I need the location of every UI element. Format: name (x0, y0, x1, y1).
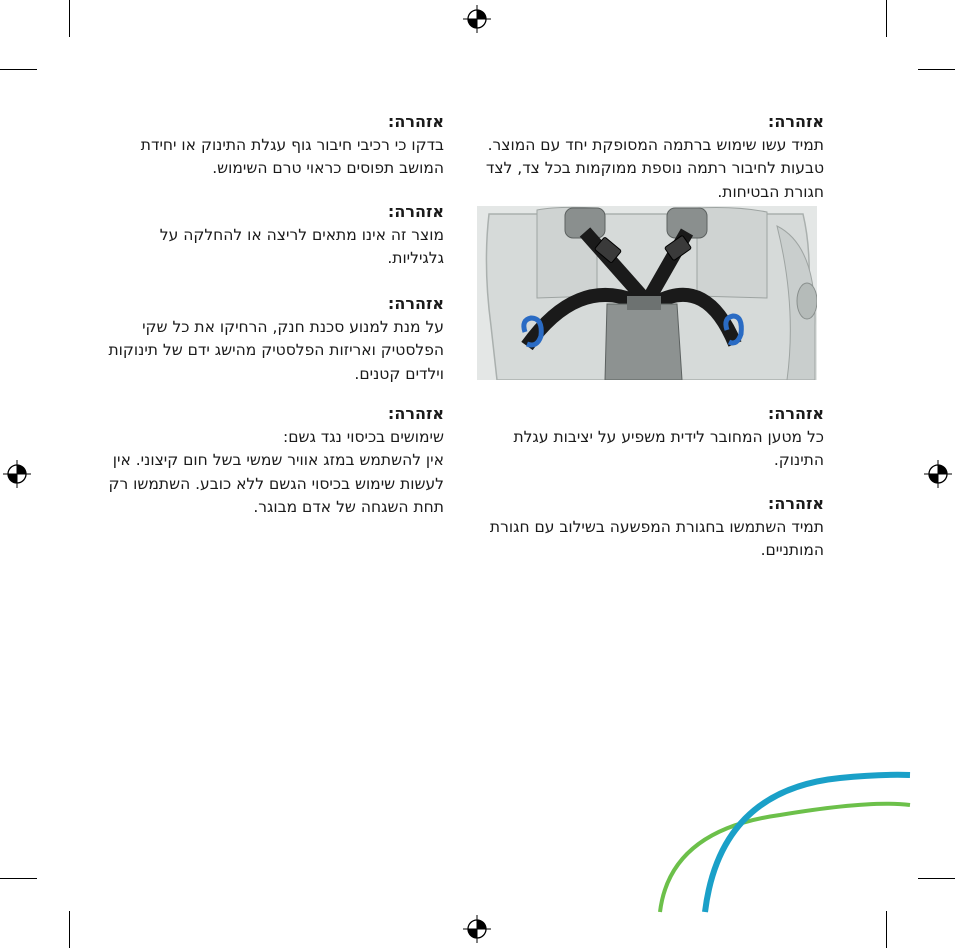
registration-mark-icon (463, 5, 491, 33)
warning-block (100, 292, 444, 402)
crop-mark (886, 0, 887, 37)
crop-mark (0, 878, 37, 879)
warning-text: תמיד השתמשו בחגורת המפשעה בשילוב עם חגורת המותניים. (489, 517, 824, 559)
warning-text: אין להשתמש במזג אוויר שמשי בשל חום קיצוני. אין לעשות שימוש בכיסוי הגשם ללא כובע. השתמשו רק תחת השגחה של אדם מבוגר. (108, 451, 444, 516)
crop-mark (69, 911, 70, 948)
warning-title: אזהרה: (387, 294, 444, 313)
right-column-lower (470, 402, 824, 563)
warning-title: אזהרה: (767, 404, 824, 423)
registration-mark-icon (3, 460, 31, 488)
warning-title: אזהרה: (387, 112, 444, 131)
registration-mark-icon (463, 915, 491, 943)
warning-text: בדקו כי רכיבי חיבור גוף עגלת התינוק או יחידת המושב תפוסים כראוי טרם השימוש. (140, 135, 444, 177)
warning-block (100, 402, 444, 520)
warning-title: אזהרה: (767, 112, 824, 131)
left-column (100, 110, 444, 520)
warning-text: על מנת למנוע סכנת חנק, הרחיקו את כל שקי הפלסטיק ואריזות הפלסטיק מהישג ידם של תינוקות וילדים קטנים. (108, 317, 444, 383)
warning-block (470, 492, 824, 563)
warning-block (470, 402, 824, 492)
warning-title: אזהרה: (387, 202, 444, 221)
right-column (470, 110, 824, 200)
warning-subtitle: שימושים בכיסוי נגד גשם: (282, 427, 444, 446)
crop-mark (0, 69, 37, 70)
warning-text: מוצר זה אינו מתאים לריצה או להחלקה על גלגיליות. (159, 225, 444, 267)
warning-title: אזהרה: (767, 494, 824, 513)
crop-mark (918, 69, 955, 70)
warning-title: אזהרה: (387, 404, 444, 423)
harness-illustration (477, 206, 817, 380)
warning-block (100, 110, 444, 200)
warning-block (100, 200, 444, 292)
crop-mark (69, 0, 70, 37)
registration-mark-icon (924, 460, 952, 488)
warning-text: תמיד עשו שימוש ברתמה המסופקת יחד עם המוצר. טבעות לחיבור רתמה נוספת ממוקמות בכל צד, לצד חגורת הבטיחות. (485, 135, 824, 201)
decorative-swoosh (640, 760, 955, 948)
warning-block (470, 110, 824, 200)
warning-text: כל מטען המחובר לידית משפיע על יציבות עגלת התינוק. (513, 427, 824, 469)
